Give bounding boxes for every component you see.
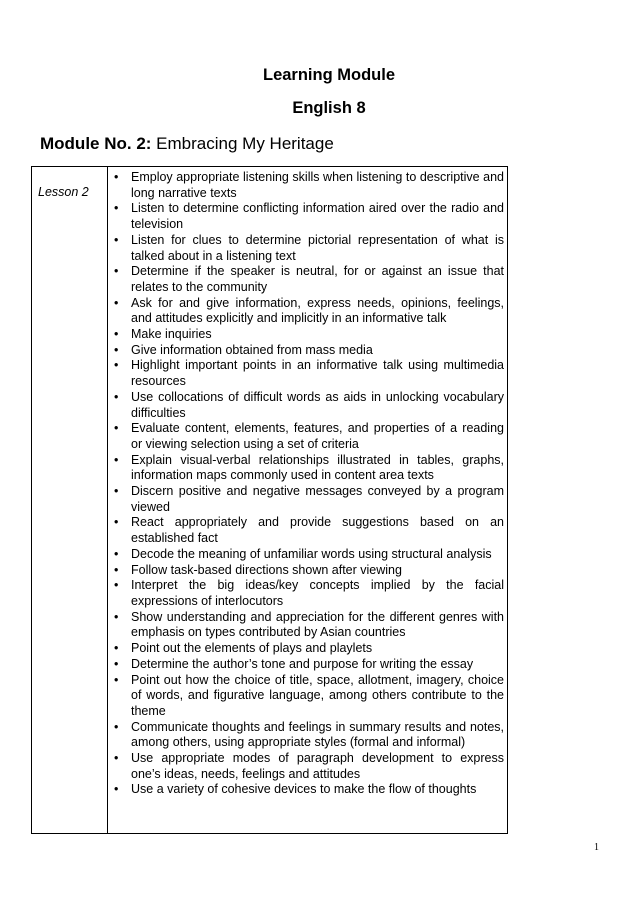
objective-text: Point out the elements of plays and playlets — [131, 641, 373, 656]
lesson-label: Lesson 2 — [38, 185, 89, 199]
objective-item — [108, 563, 504, 579]
objective-text: Follow task-based directions shown after viewing — [131, 562, 402, 577]
objective-item — [108, 720, 504, 751]
objective-item — [108, 547, 504, 563]
objective-text: Use a variety of cohesive devices to make the flow of thoughts — [131, 782, 477, 797]
objective-item — [108, 641, 504, 657]
objective-item — [108, 264, 504, 295]
objective-item — [108, 657, 504, 673]
objective-text: Communicate thoughts and feelings in summary results and notes, among others, using appropriate styles (formal and informal) — [131, 719, 504, 750]
objective-item — [108, 170, 504, 201]
objective-text: Make inquiries — [131, 327, 212, 342]
objective-item — [108, 610, 504, 641]
objective-item — [108, 751, 504, 782]
objective-text: Decode the meaning of unfamiliar words using structural analysis — [131, 546, 492, 561]
bullet-icon: • — [114, 264, 119, 279]
document-subtitle: English 8 — [292, 99, 366, 117]
objective-item — [108, 578, 504, 609]
page-number: 1 — [594, 842, 599, 853]
objective-item — [108, 515, 504, 546]
objective-text: Listen to determine conflicting information aired over the radio and television — [131, 201, 504, 232]
objective-text: Show understanding and appreciation for the different genres with emphasis on types contributed by Asian countries — [131, 609, 504, 640]
bullet-icon: • — [114, 578, 119, 593]
document-title: Learning Module — [263, 66, 395, 84]
bullet-icon: • — [114, 782, 119, 797]
module-number-label: Module No. 2: — [40, 134, 152, 153]
objective-text: Employ appropriate listening skills when listening to descriptive and long narrative texts — [131, 170, 504, 200]
objective-text: Interpret the big ideas/key concepts implied by the facial expressions of interlocutors — [131, 578, 504, 608]
bullet-icon: • — [114, 546, 119, 561]
objectives-table — [31, 166, 508, 834]
module-heading — [40, 134, 334, 154]
objective-text: Use collocations of difficult words as aids in unlocking vocabulary difficulties — [131, 389, 504, 420]
bullet-icon: • — [114, 719, 119, 734]
bullet-icon: • — [114, 641, 119, 656]
objective-text: Ask for and give information, express needs, opinions, feelings, and attitudes explicitly and implicitly in an informative talk — [131, 295, 504, 326]
module-title: Embracing My Heritage — [151, 134, 334, 153]
bullet-icon: • — [114, 201, 119, 216]
objective-item — [108, 782, 504, 798]
bullet-icon: • — [114, 358, 119, 373]
objective-text: React appropriately and provide suggestions based on an established fact — [131, 515, 504, 546]
bullet-icon: • — [114, 452, 119, 467]
objective-text: Listen for clues to determine pictorial representation of what is talked about in a listening text — [131, 232, 504, 263]
bullet-icon: • — [114, 751, 119, 766]
objective-item — [108, 484, 504, 515]
objective-text: Determine if the speaker is neutral, for or against an issue that relates to the community — [131, 264, 504, 294]
objective-item — [108, 421, 504, 452]
objective-item — [108, 390, 504, 421]
objective-text: Evaluate content, elements, features, and properties of a reading or viewing selection using a set of criteria — [131, 421, 504, 451]
objective-item — [108, 343, 504, 359]
bullet-icon: • — [114, 421, 119, 436]
bullet-icon: • — [114, 672, 119, 687]
objective-text: Discern positive and negative messages conveyed by a program viewed — [131, 484, 504, 514]
bullet-icon: • — [114, 484, 119, 499]
objective-item — [108, 327, 504, 343]
objective-text: Determine the author’s tone and purpose for writing the essay — [131, 656, 474, 671]
objective-text: Highlight important points in an informative talk using multimedia resources — [131, 358, 504, 389]
bullet-icon: • — [114, 327, 119, 342]
bullet-icon: • — [114, 170, 119, 184]
bullet-icon: • — [114, 342, 119, 357]
objective-item — [108, 233, 504, 264]
bullet-icon: • — [114, 515, 119, 530]
objectives-list — [108, 170, 504, 798]
bullet-icon: • — [114, 609, 119, 624]
objective-text: Give information obtained from mass media — [131, 342, 373, 357]
objective-item — [108, 201, 504, 232]
bullet-icon: • — [114, 295, 119, 310]
objective-item — [108, 358, 504, 389]
bullet-icon: • — [114, 232, 119, 247]
bullet-icon: • — [114, 656, 119, 671]
objective-text: Explain visual-verbal relationships illustrated in tables, graphs, information maps commonly used in content area texts — [131, 452, 504, 483]
objective-item — [108, 673, 504, 720]
objective-item — [108, 453, 504, 484]
bullet-icon: • — [114, 389, 119, 404]
bullet-icon: • — [114, 562, 119, 577]
objective-text: Point out how the choice of title, space, allotment, imagery, choice of words, and figurative language, among others contribute to the theme — [131, 672, 504, 718]
objective-item — [108, 296, 504, 327]
objective-text: Use appropriate modes of paragraph development to express one’s ideas, needs, feelings and attitudes — [131, 751, 504, 781]
